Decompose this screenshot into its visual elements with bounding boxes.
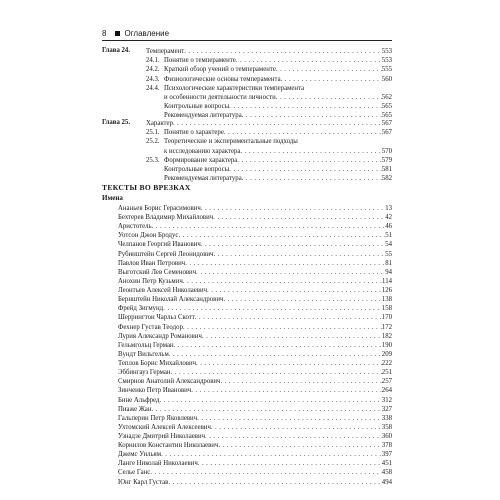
name-entry[interactable] — [118, 332, 392, 341]
entry-page-number: 553 — [381, 48, 392, 55]
header-title: Оглавление — [124, 28, 170, 38]
toc-entry[interactable] — [164, 56, 392, 65]
entry-title: Понятие о темпераменте — [164, 57, 236, 65]
entry-number: 25.1. — [146, 129, 160, 137]
name-entry[interactable] — [118, 250, 392, 259]
entry-page-number: 579 — [381, 156, 392, 164]
person-name: Селье Ганс — [118, 469, 151, 477]
name-entry[interactable] — [118, 432, 392, 441]
dot-leader — [184, 47, 382, 56]
name-page-number: 251 — [381, 369, 392, 377]
dot-leader — [163, 304, 382, 313]
dot-leader — [236, 56, 382, 65]
entry-page-number: 581 — [381, 166, 392, 173]
person-name: Бине Альфред — [118, 396, 160, 404]
entry-title: Формирование характера — [164, 156, 238, 164]
entry-page-number: 582 — [381, 175, 392, 183]
entry-title: Контрольные вопросы — [164, 103, 230, 111]
name-entry[interactable] — [118, 414, 392, 423]
dot-leader — [281, 75, 382, 84]
person-name: Выготский Лев Семенович — [118, 268, 197, 276]
person-name: Аристотель — [118, 223, 152, 231]
name-entry[interactable] — [118, 478, 392, 487]
person-name: Уотсон Джон Бродус — [118, 232, 179, 240]
name-page-number: 338 — [381, 414, 392, 422]
dot-leader — [201, 204, 385, 213]
person-name: Бернштейн Николай Александрович — [118, 296, 224, 304]
person-name: Смирнов Анатолий Александрович — [118, 378, 221, 386]
person-name: Зинченко Петр Иванович — [118, 387, 192, 395]
dot-leader — [213, 213, 385, 222]
name-page-number: 209 — [381, 350, 392, 358]
name-entry[interactable] — [118, 450, 392, 459]
name-page-number: 264 — [381, 387, 392, 395]
dot-leader — [197, 414, 382, 423]
dot-leader — [224, 128, 382, 137]
header-rule — [102, 40, 392, 41]
chapter-label: Глава 25. — [102, 119, 131, 126]
entry-number: 24.2. — [146, 66, 160, 74]
dot-leader — [205, 432, 382, 441]
person-name: Ланге Николай Николаевич — [118, 460, 198, 468]
person-name: Юнг Карл Густав — [118, 478, 169, 486]
person-name: Фехнер Густав Теодор — [118, 323, 183, 331]
name-entry[interactable] — [118, 240, 392, 249]
name-page-number: 42 — [385, 214, 392, 222]
person-name: Пиаже Жан — [118, 405, 152, 413]
dot-leader — [211, 423, 382, 432]
dot-leader — [171, 368, 382, 377]
dot-leader — [276, 65, 382, 74]
dot-leader — [183, 277, 382, 286]
dot-leader — [152, 222, 386, 231]
dot-leader — [174, 341, 382, 350]
page-number: 8 — [102, 28, 107, 38]
name-entry[interactable] — [118, 268, 392, 277]
entry-page-number: 570 — [381, 147, 392, 155]
dot-leader — [159, 396, 381, 405]
name-page-number: 138 — [381, 296, 392, 304]
person-name: Анохин Петр Кузьмич — [118, 277, 183, 285]
dot-leader — [161, 450, 382, 459]
name-entry[interactable] — [118, 423, 392, 432]
name-page-number: 190 — [381, 341, 392, 349]
entry-title: Рекомендуемая литература — [164, 175, 242, 183]
dot-leader — [178, 231, 385, 240]
dot-leader — [185, 259, 385, 268]
name-page-number: 46 — [385, 223, 392, 231]
name-page-number: 458 — [381, 469, 392, 477]
toc-entry[interactable] — [164, 156, 392, 165]
person-name: Лурия Александр Романович — [118, 332, 202, 340]
name-page-number: 13 — [385, 205, 392, 212]
entry-number: 24.4. — [146, 84, 160, 92]
name-entry[interactable] — [118, 350, 392, 359]
entry-title: Контрольные вопросы — [164, 166, 230, 173]
name-page-number: 360 — [381, 433, 392, 440]
name-page-number: 451 — [381, 460, 392, 468]
toc-entry[interactable] — [164, 165, 392, 174]
subsection-title: Имена — [102, 194, 123, 202]
toc-entry[interactable] — [146, 119, 392, 128]
entry-number: 25.3. — [146, 156, 160, 164]
entry-page-number: 565 — [381, 103, 392, 111]
dot-leader — [195, 313, 382, 322]
person-name: Теплов Борис Михайлович — [118, 360, 196, 368]
name-page-number: 312 — [381, 396, 392, 404]
name-entry[interactable] — [118, 304, 392, 313]
name-entry[interactable] — [118, 441, 392, 450]
dot-leader — [237, 156, 382, 165]
entry-page-number: 562 — [381, 94, 392, 101]
name-page-number: 494 — [381, 478, 392, 486]
dot-leader — [201, 240, 385, 249]
name-page-number: 94 — [385, 268, 392, 276]
name-entry[interactable] — [118, 468, 392, 477]
person-name: Челпанов Георгий Иванович — [118, 241, 201, 249]
entry-title: Психологические характеристики темперамента — [164, 84, 305, 92]
name-page-number: 170 — [381, 314, 392, 322]
name-page-number: 327 — [381, 405, 392, 413]
name-entry[interactable] — [118, 213, 392, 222]
name-entry[interactable] — [118, 231, 392, 240]
entry-number: 24.1. — [146, 57, 160, 65]
name-entry[interactable] — [118, 313, 392, 322]
person-name: Корнилов Константин Николаевич — [118, 442, 219, 450]
entry-page-number: 555 — [381, 66, 392, 74]
entry-number: 24.3. — [146, 75, 160, 83]
person-name: Бехтерев Владимир Михайлович — [118, 214, 214, 222]
entry-page-number: 553 — [381, 57, 392, 65]
dot-leader — [198, 459, 382, 468]
dot-leader — [173, 119, 382, 128]
person-name: Гальперин Петр Яковлевич — [118, 414, 198, 422]
person-name: Павлов Иван Петрович — [118, 259, 186, 267]
name-page-number: 54 — [385, 241, 392, 249]
entry-title: Рекомендуемая литература — [164, 112, 242, 120]
toc-entry[interactable] — [164, 93, 392, 102]
dot-leader — [229, 102, 382, 111]
dot-leader — [240, 147, 381, 156]
name-entry[interactable] — [118, 286, 392, 295]
name-entry[interactable] — [118, 359, 392, 368]
toc-entry[interactable] — [164, 137, 392, 146]
dot-leader — [220, 377, 381, 386]
name-entry[interactable] — [118, 259, 392, 268]
entry-title: Теоретические и экспериментальные подходы — [164, 138, 298, 146]
dot-leader — [183, 323, 382, 332]
entry-title: Темперамент — [146, 48, 185, 55]
person-name: Гельмгольц Герман — [118, 341, 174, 349]
name-page-number: 51 — [385, 232, 392, 240]
toc-entry[interactable] — [164, 128, 392, 137]
name-entry[interactable] — [118, 341, 392, 350]
name-entry[interactable] — [118, 277, 392, 286]
entry-number: 25.2. — [146, 138, 160, 146]
toc-entry[interactable] — [164, 84, 392, 93]
name-page-number: 378 — [381, 442, 392, 450]
person-name: Узнадзе Дмитрий Николаевич — [118, 433, 205, 440]
toc-entry[interactable] — [164, 147, 392, 156]
toc-entry[interactable] — [164, 174, 392, 183]
person-name: Ананьев Борис Герасимович — [118, 205, 201, 212]
dot-leader — [207, 286, 382, 295]
name-page-number: 172 — [381, 323, 392, 331]
toc-entry[interactable] — [146, 47, 392, 56]
name-page-number: 257 — [381, 378, 392, 386]
name-page-number: 158 — [381, 305, 392, 313]
dot-leader — [168, 478, 381, 487]
chapter-label: Глава 24. — [102, 47, 131, 54]
toc-entry[interactable] — [164, 75, 392, 84]
person-name: Эббингауз Герман — [118, 369, 171, 377]
entry-title: Характер — [146, 120, 173, 127]
name-page-number: 182 — [381, 332, 392, 340]
person-name: Леонтьев Алексей Николаевич — [118, 287, 208, 295]
dot-leader — [202, 332, 382, 341]
entry-title: и особенности деятельности личности — [164, 94, 276, 101]
name-page-number: 397 — [381, 451, 392, 459]
dot-leader — [150, 468, 382, 477]
person-name: Шеррингтон Чарльз Скотт — [118, 314, 195, 322]
person-name: Джемс Уильям — [118, 451, 162, 459]
dot-leader — [169, 350, 382, 359]
name-page-number: 126 — [381, 287, 392, 295]
name-page-number: 81 — [385, 259, 392, 267]
name-entry[interactable] — [118, 323, 392, 332]
toc-entry[interactable] — [164, 65, 392, 74]
entry-title: Понятие о характере — [164, 129, 224, 137]
entry-page-number: 560 — [381, 75, 392, 83]
name-page-number: 358 — [381, 423, 392, 431]
entry-title: Физиологические основы темперамента — [164, 75, 281, 83]
dot-leader — [242, 174, 382, 183]
dot-leader — [196, 359, 382, 368]
entry-page-number: 567 — [381, 120, 392, 127]
dot-leader — [223, 295, 381, 304]
entry-title: к исследованию характера — [164, 147, 241, 155]
name-page-number: 55 — [385, 250, 392, 258]
name-entry[interactable] — [118, 405, 392, 414]
name-page-number: 222 — [381, 360, 392, 368]
name-entry[interactable] — [118, 368, 392, 377]
name-entry[interactable] — [118, 386, 392, 395]
running-header — [102, 27, 169, 39]
name-entry[interactable] — [118, 204, 392, 213]
name-page-number: 114 — [382, 277, 392, 285]
dot-leader — [218, 441, 381, 450]
section-title: ТЕКСТЫ ВО ВРЕЗКАХ — [102, 183, 191, 192]
dot-leader — [151, 405, 381, 414]
name-entry[interactable] — [118, 459, 392, 468]
name-entry[interactable] — [118, 222, 392, 231]
name-entry[interactable] — [118, 295, 392, 304]
person-name: Ухтомский Алексей Алексеевич — [118, 423, 211, 431]
name-entry[interactable] — [118, 377, 392, 386]
dot-leader — [213, 250, 385, 259]
person-name: Вундт Вильгельм — [118, 350, 169, 358]
person-name: Фрейд Зигмунд — [118, 305, 164, 313]
entry-title: Краткий обзор учений о темпераменте — [164, 66, 276, 74]
person-name: Рубинштейн Сергей Леонидович — [118, 250, 214, 258]
name-entry[interactable] — [118, 396, 392, 405]
entry-page-number: 565 — [381, 112, 392, 120]
dot-leader — [196, 268, 385, 277]
dot-leader — [276, 93, 382, 102]
entry-page-number: 567 — [381, 129, 392, 137]
dot-leader — [229, 165, 382, 174]
square-bullet-icon — [115, 31, 120, 36]
toc-entry[interactable] — [164, 102, 392, 111]
dot-leader — [191, 386, 382, 395]
